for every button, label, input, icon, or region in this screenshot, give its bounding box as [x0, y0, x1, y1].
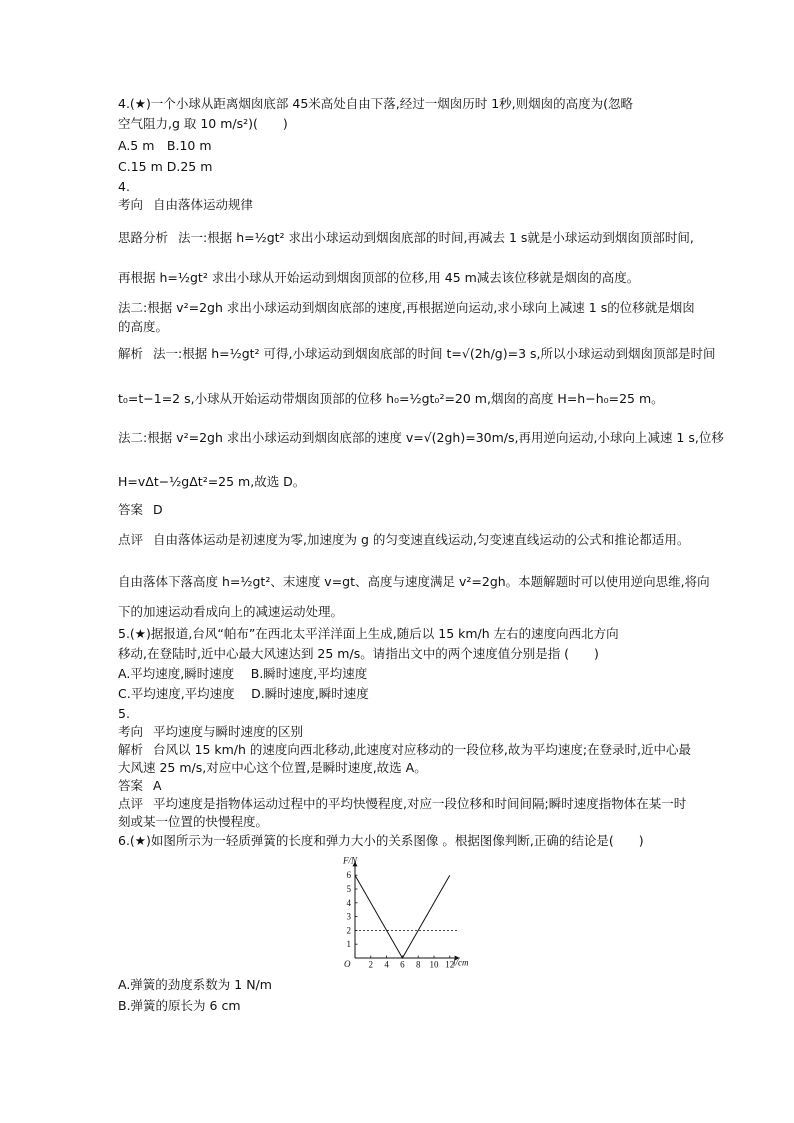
q5-topic-label: 考向 — [118, 724, 144, 739]
y-tick-label: 6 — [346, 870, 351, 881]
q4-solution-label: 解析 — [118, 346, 144, 361]
q5-comment-line1 — [118, 796, 686, 812]
q4-analysis-label: 思路分析 — [118, 230, 169, 245]
q5-comment-text1: 平均速度是指物体运动过程中的平均快慢程度,对应一段位移和时间间隔;瞬时速度指物体在某一时 — [153, 796, 687, 811]
q5-comment-line2: 刻或某一位置的快慢程度。 — [118, 814, 269, 829]
q4-topic-text: 自由落体运动规律 — [153, 197, 254, 212]
q4-analysis-text1: 法一:根据 h=½gt² 求出小球运动到烟囱底部的时间,再减去 1 s就是小球运动到烟囱顶部时间, — [178, 230, 694, 245]
q5-comment-label: 点评 — [118, 796, 144, 811]
q4-topic — [118, 197, 253, 213]
origin-label: O — [344, 959, 351, 969]
x-tick-label: 12 — [445, 959, 455, 970]
y-tick-label: 4 — [346, 897, 351, 908]
q5-solution-text1: 台风以 15 km/h 的速度向西北移动,此速度对应移动的一段位移,故为平均速度;在登录时,近中心最 — [153, 742, 692, 757]
q5-options-cd: C.平均速度,平均速度 D.瞬时速度,瞬时速度 — [118, 686, 369, 701]
x-tick-label: 6 — [400, 959, 405, 970]
q6-option-a: A.弹簧的劲度系数为 1 N/m — [118, 977, 272, 992]
q4-comment-line1 — [118, 532, 689, 548]
x-tick-label: 8 — [415, 959, 421, 970]
q4-analysis-line4: 的高度。 — [118, 319, 169, 334]
q4-answer — [118, 502, 163, 518]
q4-analysis-line3: 法二:根据 v²=2gh 求出小球运动到烟囱底部的速度,再根据逆向运动,求小球向上减速 1 s的位移就是烟囱 — [118, 300, 695, 315]
y-tick-label: 2 — [346, 925, 351, 936]
q4-number: 4. — [118, 179, 130, 194]
q5-number: 5. — [118, 706, 130, 721]
q4-comment-text1: 自由落体运动是初速度为零,加速度为 g 的匀变速直线运动,匀变速直线运动的公式和推论都适用。 — [153, 532, 690, 547]
q4-analysis-line2: 再根据 h=½gt² 求出小球从开始运动到烟囱顶部的位移,用 45 m减去该位移就是烟囱的高度。 — [118, 270, 640, 285]
q5-solution-line2: 大风速 25 m/s,对应中心这个位置,是瞬时速度,故选 A。 — [118, 760, 427, 775]
q5-stem-line2: 移动,在登陆时,近中心最大风速达到 25 m/s。请指出文中的两个速度值分别是指 ( ) — [118, 646, 599, 661]
q5-answer-value: A — [153, 778, 162, 793]
x-tick-label: 4 — [384, 959, 389, 970]
q5-answer-label: 答案 — [118, 778, 144, 793]
q4-solution-line3: 法二:根据 v²=2gh 求出小球运动到烟囱底部的速度 v=√(2gh)=30m/s,再用逆向运动,小球向上减速 1 s,位移 — [118, 430, 724, 445]
q5-solution-line1 — [118, 742, 691, 758]
q4-comment-line2: 自由落体下落高度 h=½gt²、末速度 v=gt、高度与速度满足 v²=2gh。本题解题时可以使用逆向思维,将向 — [118, 574, 710, 589]
q4-comment-line3: 下的加速运动看成向上的减速运动处理。 — [118, 604, 344, 619]
q5-answer — [118, 778, 162, 794]
q4-topic-label: 考向 — [118, 197, 144, 212]
q4-solution-line1 — [118, 346, 715, 362]
y-axis-label: F/N — [343, 855, 358, 866]
q4-solution-text1: 法一:根据 h=½gt² 可得,小球运动到烟囱底部的时间 t=√(2h/g)=3 s,所以小球运动到烟囱顶部是时间 — [153, 346, 716, 361]
q4-answer-label: 答案 — [118, 502, 144, 517]
y-tick-label: 5 — [346, 884, 351, 894]
q5-topic — [118, 724, 303, 740]
q4-answer-value: D — [153, 502, 163, 517]
q6-stem: 6.(★)如图所示为一轻质弹簧的长度和弹力大小的关系图像 。根据图像判断,正确的结论是( ) — [118, 833, 644, 848]
y-tick-label: 3 — [346, 911, 351, 922]
q5-stem-line1: 5.(★)据报道,台风“帕布”在西北太平洋洋面上生成,随后以 15 km/h 左右的速度向西北方向 — [118, 626, 619, 641]
q4-solution-line2: t₀=t−1=2 s,小球从开始运动带烟囱顶部的位移 h₀=½gt₀²=20 m,烟囱的高度 H=h−h₀=25 m。 — [118, 391, 664, 406]
force-length-line — [355, 875, 450, 958]
q4-stem-line2: 空气阻力,g 取 10 m/s²)( ) — [118, 116, 288, 131]
q4-options-ab: A.5 m B.10 m — [118, 138, 212, 153]
q6-option-b: B.弹簧的原长为 6 cm — [118, 998, 241, 1013]
y-tick-label: 1 — [346, 939, 351, 950]
q5-options-ab: A.平均速度,瞬时速度 B.瞬时速度,平均速度 — [118, 666, 368, 681]
x-axis-label: l/cm — [452, 957, 469, 968]
q4-solution-line4: H=vΔt−½gΔt²=25 m,故选 D。 — [118, 474, 306, 489]
q5-topic-text: 平均速度与瞬时速度的区别 — [153, 724, 304, 739]
q4-comment-label: 点评 — [118, 532, 144, 547]
q5-solution-label: 解析 — [118, 742, 144, 757]
q4-stem-line1: 4.(★)一个小球从距离烟囱底部 45米高处自由下落,经过一烟囱历时 1秒,则烟囱的高度为(忽略 — [118, 96, 634, 111]
q4-options-cd: C.15 m D.25 m — [118, 159, 213, 174]
x-tick-label: 2 — [368, 959, 374, 970]
q4-analysis-line1 — [118, 230, 694, 246]
spring-force-length-graph — [330, 854, 469, 970]
x-tick-label: 10 — [429, 959, 439, 970]
graph-plot — [355, 875, 458, 958]
